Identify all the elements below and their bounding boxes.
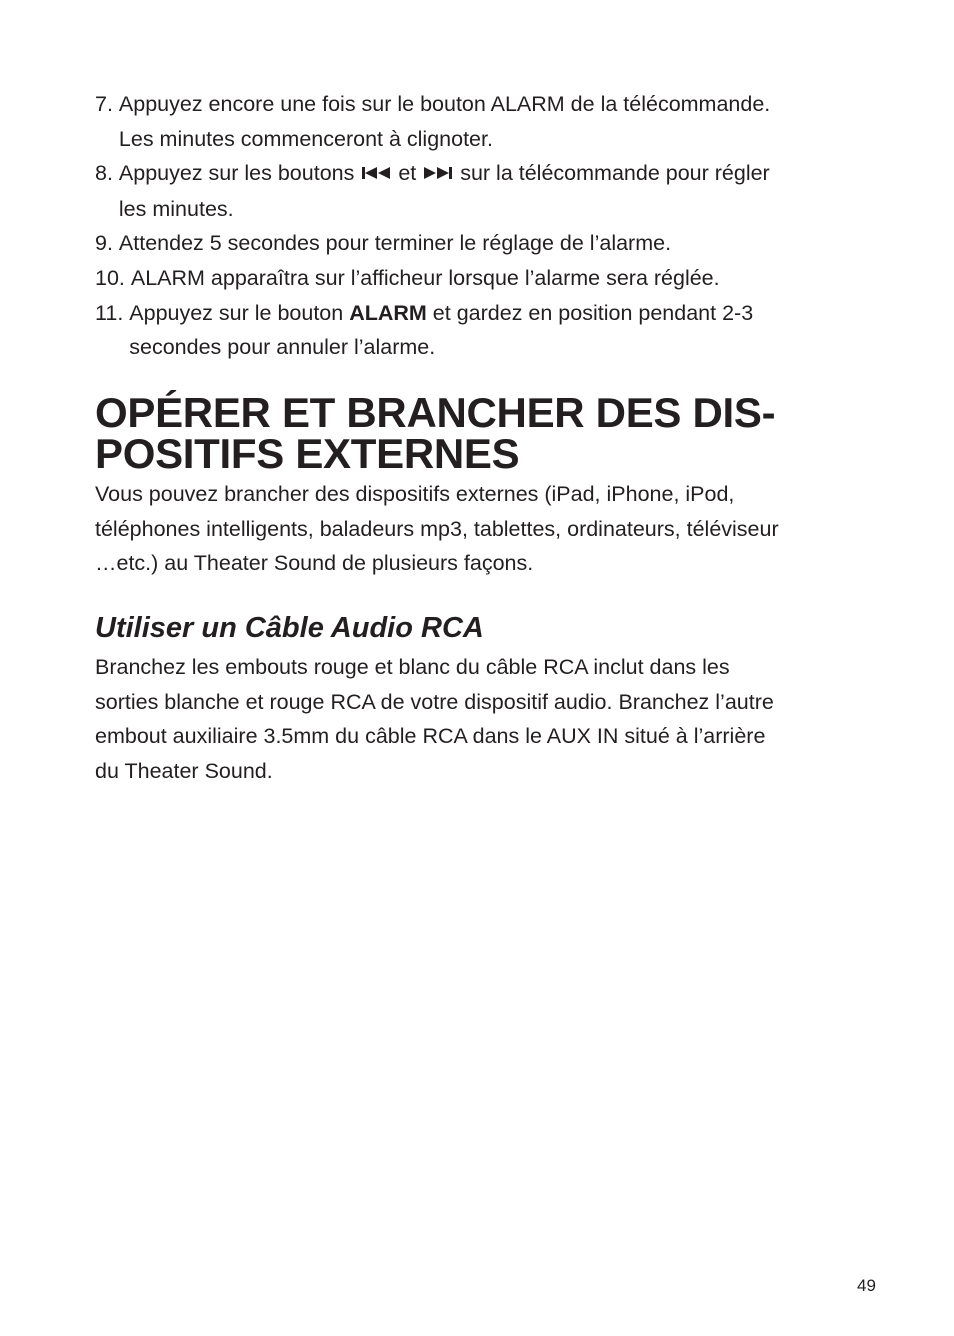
- alarm-button-label: ALARM: [349, 300, 427, 325]
- paragraph-line: du Theater Sound.: [95, 758, 273, 783]
- step-text-segment: Appuyez sur le bouton: [129, 300, 350, 325]
- step-text: [119, 226, 885, 261]
- step-number: 10.: [95, 265, 131, 290]
- paragraph-line: Vous pouvez brancher des dispositifs externes (iPad, iPhone, iPod,: [95, 482, 735, 506]
- paragraph-line: embout auxiliaire 3.5mm du câble RCA dans le AUX IN situé à l’arrière: [95, 724, 766, 749]
- list-item: [95, 226, 885, 261]
- skip-previous-icon: [361, 157, 391, 192]
- subsection-body: [95, 650, 885, 788]
- step-line: ALARM apparaîtra sur l’afficheur lorsque l’alarme sera réglée.: [130, 265, 720, 290]
- step-number: 11.: [95, 300, 130, 325]
- step-number: 8.: [95, 161, 119, 186]
- step-text-segment: et gardez en position pendant 2-3: [426, 300, 754, 325]
- section-intro: [95, 477, 885, 581]
- list-item: [95, 261, 885, 296]
- paragraph-line: …etc.) au Theater Sound de plusieurs façons.: [95, 551, 534, 576]
- step-text: [131, 261, 885, 296]
- step-text: [119, 156, 885, 226]
- subsection-title: Utiliser un Câble Audio RCA: [95, 612, 484, 644]
- skip-next-icon: [423, 157, 453, 192]
- step-number: 9.: [95, 231, 119, 256]
- section-title-line: OPÉRER ET BRANCHER DES DIS-: [95, 389, 776, 436]
- step-text-segment: sur la télécommande pour régler: [454, 161, 770, 186]
- step-line: Les minutes commenceront à clignoter.: [118, 126, 493, 151]
- section-title: [95, 389, 895, 477]
- step-number: 7.: [95, 92, 119, 116]
- step-line: secondes pour annuler l’alarme.: [129, 335, 436, 360]
- step-text-segment: et: [392, 161, 423, 186]
- page-number: 49: [857, 1276, 876, 1295]
- step-text-segment: Appuyez sur les boutons: [118, 161, 361, 186]
- paragraph-line: sorties blanche et rouge RCA de votre dispositif audio. Branchez l’autre: [95, 689, 774, 714]
- step-text: [119, 87, 885, 156]
- step-line: Attendez 5 secondes pour terminer le réglage de l’alarme.: [118, 231, 672, 256]
- list-item: [95, 156, 885, 226]
- section-title-line: POSITIFS EXTERNES: [95, 430, 520, 477]
- alarm-steps-list: [95, 87, 885, 365]
- paragraph-line: téléphones intelligents, baladeurs mp3, tablettes, ordinateurs, téléviseur: [95, 516, 779, 541]
- step-line: Appuyez encore une fois sur le bouton ALARM de la télécommande.: [118, 92, 771, 116]
- paragraph-line: Branchez les embouts rouge et blanc du câble RCA inclut dans les: [95, 655, 730, 679]
- list-item: [95, 296, 885, 365]
- step-text: [129, 296, 885, 365]
- list-item: [95, 87, 885, 156]
- step-line: les minutes.: [118, 196, 234, 221]
